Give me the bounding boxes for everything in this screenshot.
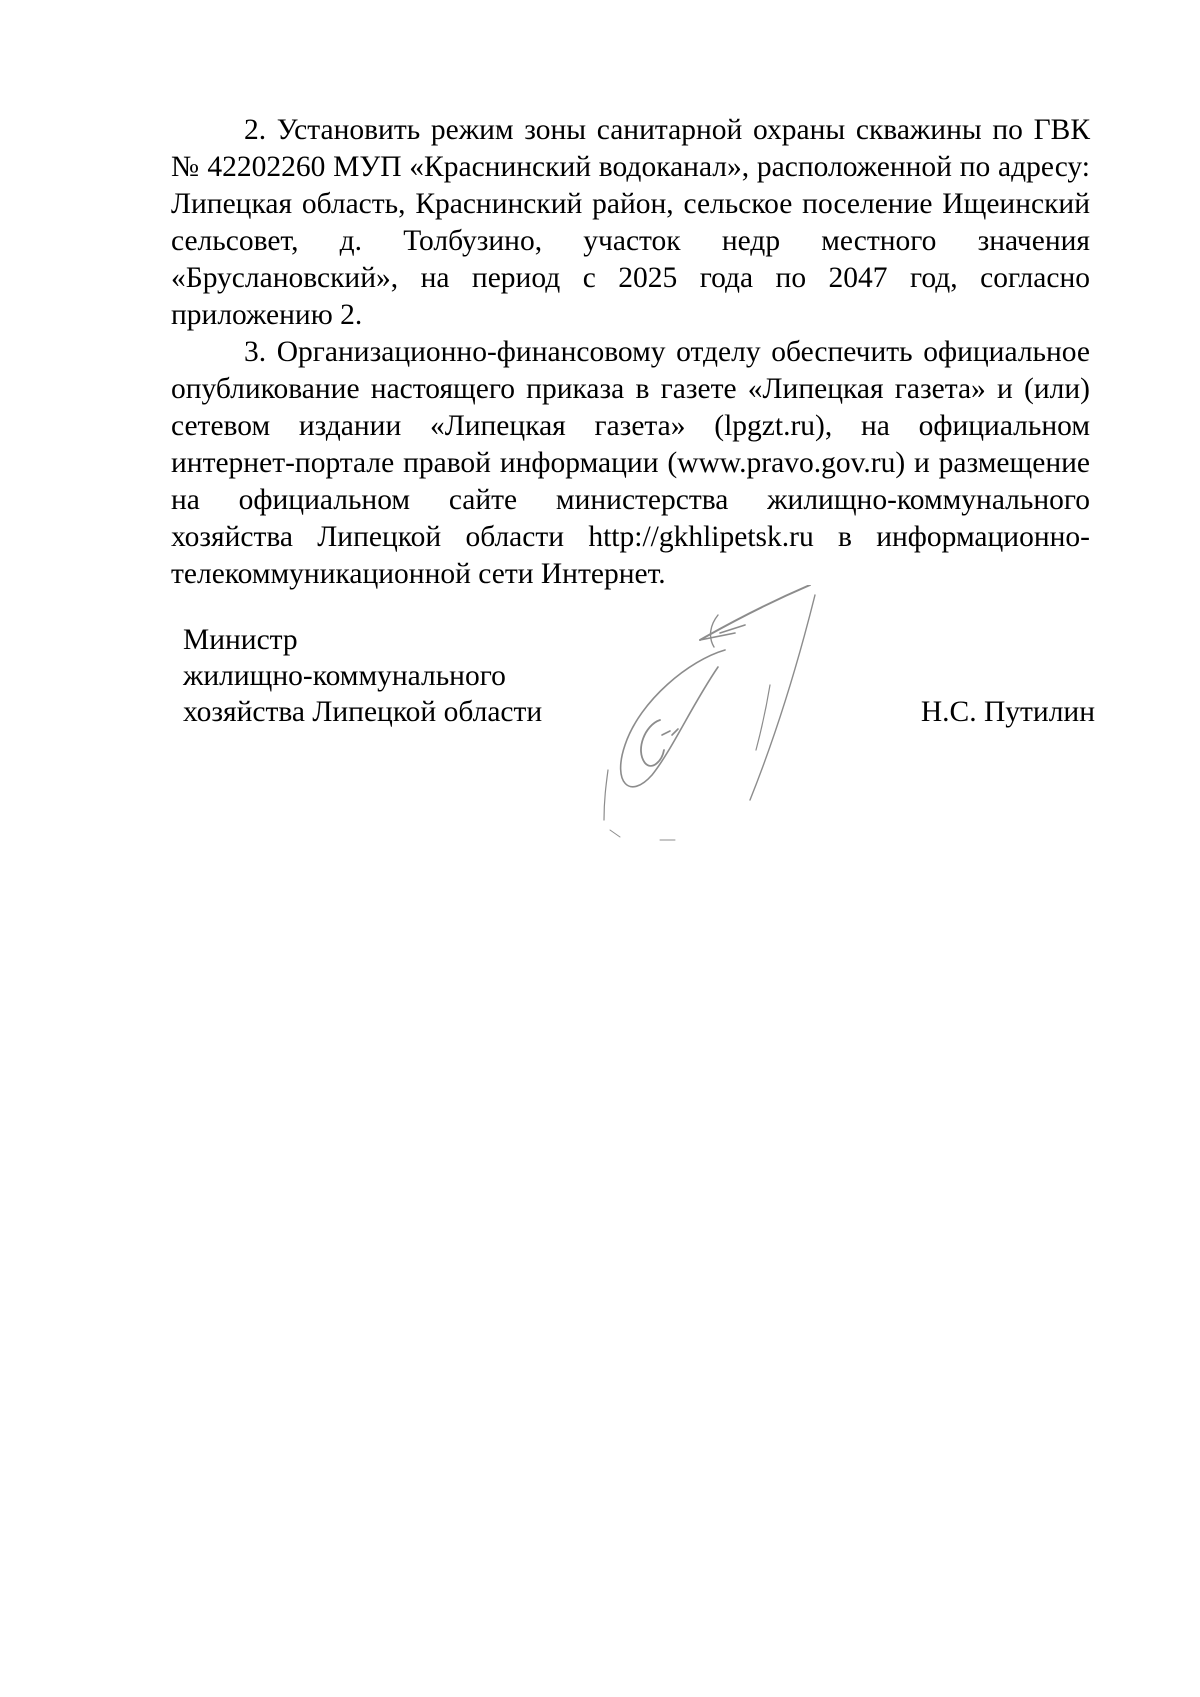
handwritten-signature xyxy=(600,585,900,845)
signer-position-line-3: хозяйства Липецкой области xyxy=(183,696,543,728)
signer-position-line-2: жилищно-коммунального xyxy=(183,660,506,692)
signer-name: Н.С. Путилин xyxy=(920,696,1095,728)
signer-position xyxy=(183,622,542,730)
document-body xyxy=(171,112,1090,593)
paragraph-3: 3. Организационно-финансовому отделу обеспечить официальное опубликование настоящего приказа в газете «Липецкая газета» и (или) сетевом издании «Липецкая газета» (lpgzt.ru), на официальном интернет-портале правой информации (www.pravo.gov.ru) и размещение на официальном сайте министерства жилищно-коммунального хозяйства Липецкой области http://gkhlipetsk.ru в информационно-телекоммуникационной сети Интернет. xyxy=(171,336,1090,590)
paragraph-2: 2. Установить режим зоны санитарной охраны скважины по ГВК № 42202260 МУП «Краснинский водоканал», расположенной по адресу: Липецкая область, Краснинский район, сельское поселение Ищеинский сельсовет, д. Толбузино, участок недр местного значения «Бруслановский», на период с 2025 года по 2047 год, согласно приложению 2. xyxy=(171,114,1090,331)
signer-position-line-1: Министр xyxy=(183,624,298,656)
